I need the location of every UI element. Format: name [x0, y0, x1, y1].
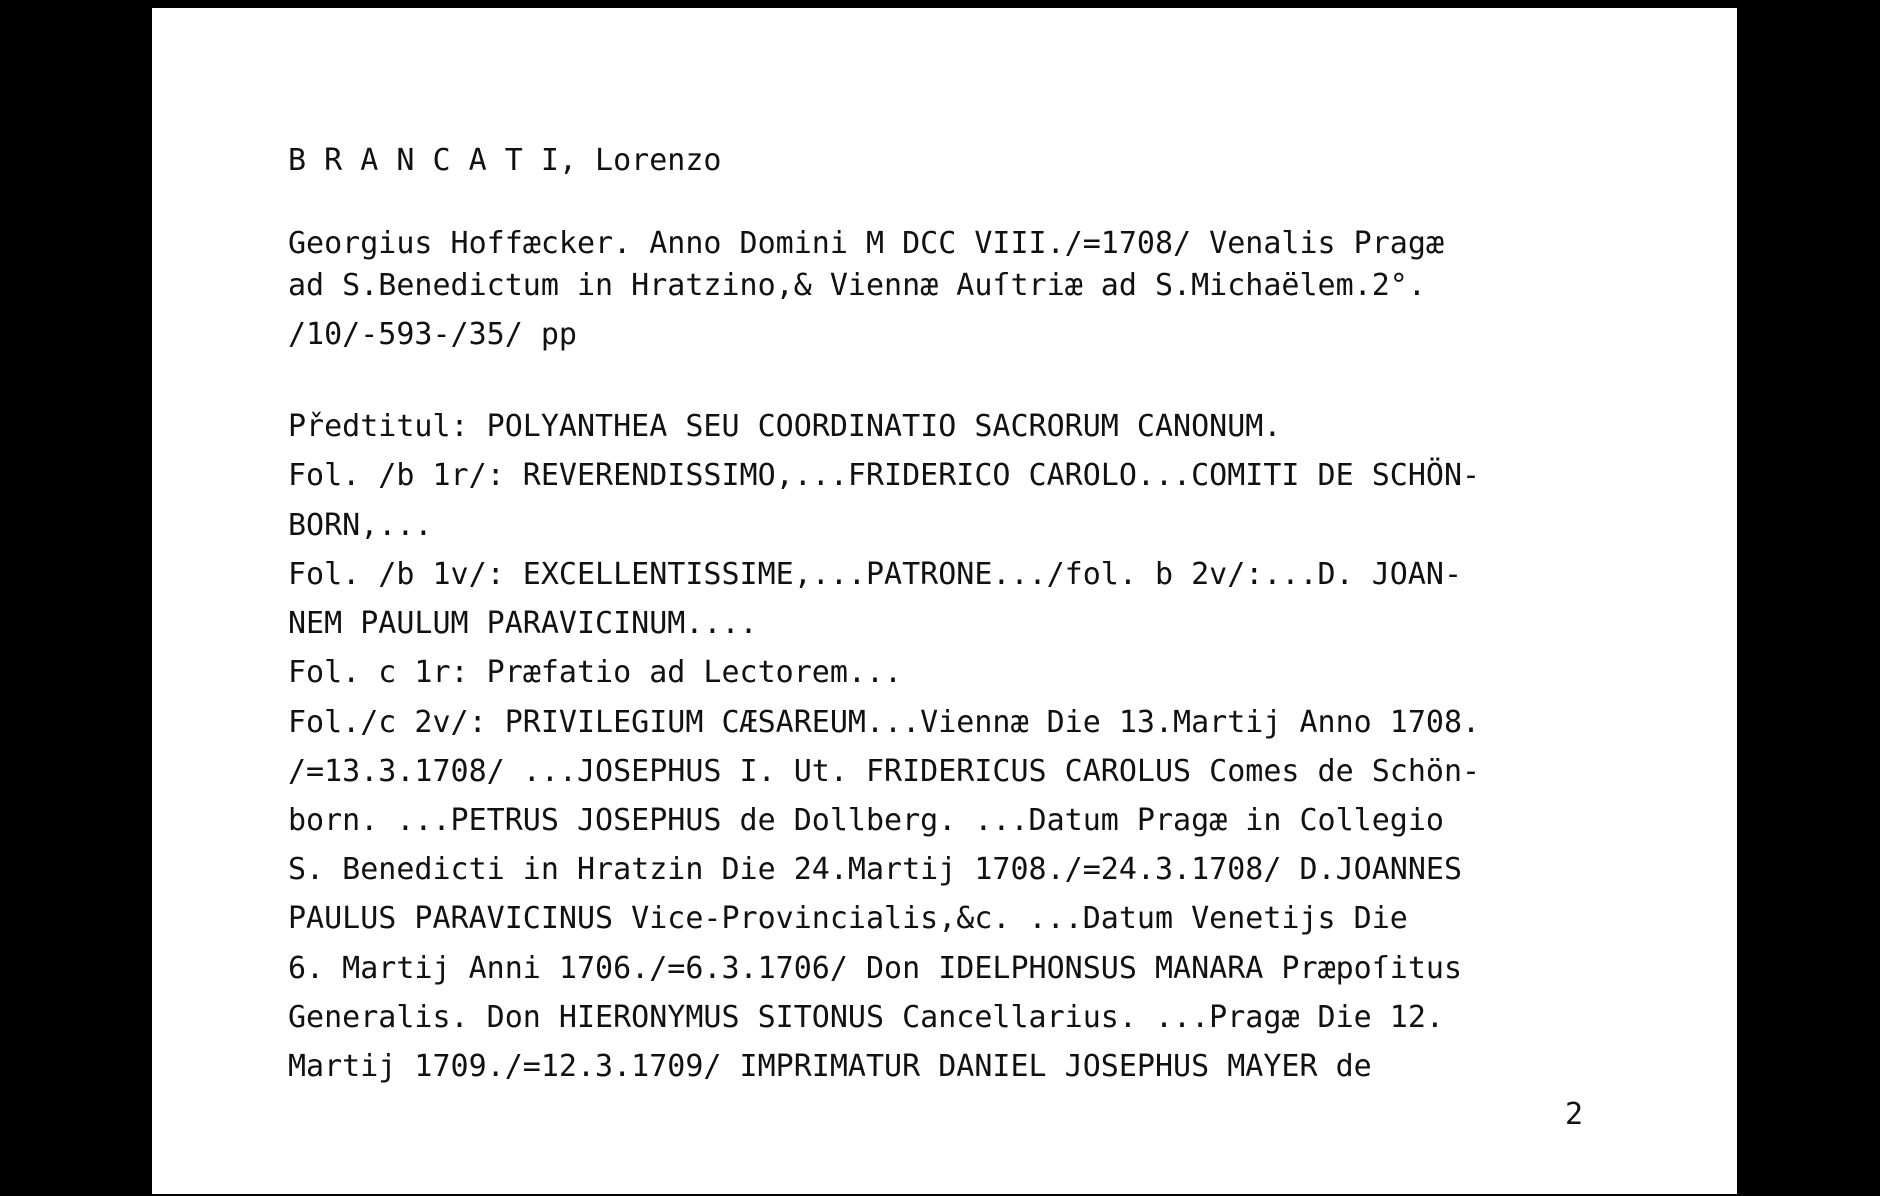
content-line-1: Předtitul: POLYANTHEA SEU COORDINATIO SACRORUM CANONUM.: [288, 409, 1282, 444]
catalog-card: [152, 8, 1737, 1194]
content-line-9: born. ...PETRUS JOSEPHUS de Dollberg. ...Datum Pragæ in Collegio: [288, 803, 1444, 838]
content-line-3: BORN,...: [288, 508, 433, 543]
page-number: 2: [1565, 1097, 1584, 1132]
content-line-14: Martij 1709./=12.3.1709/ IMPRIMATUR DANIEL JOSEPHUS MAYER de: [288, 1049, 1372, 1084]
content-line-4: Fol. /b 1v/: EXCELLENTISSIME,...PATRONE.../fol. b 2v/:...D. JOAN-: [288, 557, 1462, 592]
content-line-7: Fol./c 2v/: PRIVILEGIUM CÆSAREUM...Viennæ Die 13.Martij Anno 1708.: [288, 705, 1481, 740]
content-line-13: Generalis. Don HIERONYMUS SITONUS Cancellarius. ...Pragæ Die 12.: [288, 1000, 1444, 1035]
content-line-6: Fol. c 1r: Præfatio ad Lectorem...: [288, 655, 903, 690]
imprint-line-3: /10/-593-/35/ pp: [288, 317, 577, 352]
content-line-8: /=13.3.1708/ ...JOSEPHUS I. Ut. FRIDERICUS CAROLUS Comes de Schön-: [288, 754, 1481, 789]
content-line-5: NEM PAULUM PARAVICINUM....: [288, 606, 758, 641]
card-heading: B R A N C A T I, Lorenzo: [288, 143, 722, 178]
content-line-10: S. Benedicti in Hratzin Die 24.Martij 1708./=24.3.1708/ D.JOANNES: [288, 852, 1462, 887]
content-line-12: 6. Martij Anni 1706./=6.3.1706/ Don IDELPHONSUS MANARA Præpoſitus: [288, 951, 1462, 986]
imprint-line-1: Georgius Hoffæcker. Anno Domini M DCC VIII./=1708/ Venalis Pragæ: [288, 226, 1444, 261]
content-line-2: Fol. /b 1r/: REVERENDISSIMO,...FRIDERICO CAROLO...COMITI DE SCHÖN-: [288, 458, 1481, 493]
imprint-line-2: ad S.Benedictum in Hratzino,& Viennæ Auſtriæ ad S.Michaëlem.2°.: [288, 268, 1426, 303]
content-line-11: PAULUS PARAVICINUS Vice-Provincialis,&c. ...Datum Venetijs Die: [288, 901, 1408, 936]
